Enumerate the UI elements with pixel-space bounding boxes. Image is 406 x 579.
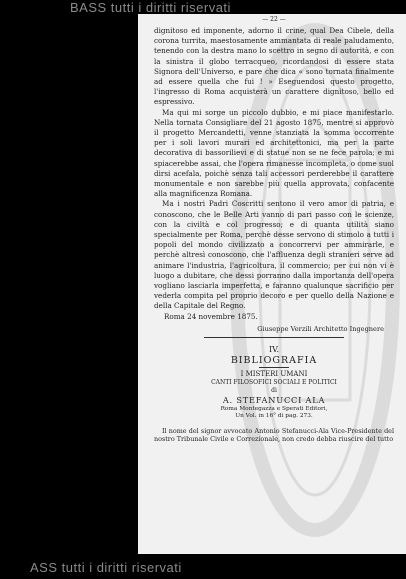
- publisher: Roma Montegazza e Sperati Editori,: [220, 405, 328, 412]
- divider: [259, 367, 289, 368]
- scan-dark-margin: [0, 0, 138, 579]
- paragraph: dignitoso ed imponente, adorno il crine, qual Dea Cibele, della corona turrita, maestosamente ammantata di reale paludamento, tenendo con la destra mano lo scettro in segno di autorità, e con la sinistra il globo terracqueo, ricordandosi di essere stata Signora dell'Universo, e pare che dica « sono tornata finalmente ad essere quella che fui ! » Eseguendosi questo progetto, l'ingresso di Roma acquisterà un carattere dignitoso, bello ed espressivo.: [154, 26, 394, 107]
- section-title: BIBLIOGRAFIA: [230, 354, 318, 366]
- watermark-bottom: ASS tutti i diritti riservati: [30, 560, 182, 575]
- divider: [204, 337, 344, 338]
- page-content: [154, 14, 394, 444]
- paragraph: Ma qui mi sorge un piccolo dubbio, e mi piace manifestarlo. Nella tornata Consigliare del 21 agosto 1875, mentre si approvò il progetto Mercandetti, venne stanziata la somma occorrente per i soli lavori murari ed architettonici, ma per la parte decorativa di bassorilievi e di statue non se ne fece parola; e mi spiacerebbe assai, che l'opera rimanesse incompleta, o come suol dirsi acefala, poichè senza tali accessori perderebbe il carattere monumentale e non sarebbe più quella approvata, confacente alla magnificenza Romana.: [154, 107, 394, 199]
- work-title: I MISTERI UMANI: [240, 369, 308, 378]
- page-number: — 22 —: [262, 16, 286, 23]
- work-subtitle: CANTI FILOSOFICI SOCIALI E POLITICI: [211, 378, 337, 386]
- watermark-top: BASS tutti i diritti riservati: [70, 0, 231, 15]
- paragraph: Ma i nostri Padri Coscritti sentono il vero amor di patria, e conoscono, che le Belle Arti vanno di pari passo con le scienze, con la civiltà e col progresso; e di quanta utilità siano specialmente per Roma, perchè desse servono di stimolo a tutti i popoli del mondo civilizzato a concorrervi per ammirarle, e perchè altresì conoscono, che l'affluenza degli stranieri serve ad animare l'industria, l'agricoltura, il commercio; per cui non vi è luogo a dubitare, che dessi porranno dalla importanza dell'opera vogliano lasciarla imperfetta, e faranno qualunque sacrificio per vederla compita pel proprio decoro e per quello della Nazione e della Capitale del Regno.: [154, 199, 394, 311]
- volume-details: Un Vol. in 16° di pag. 273.: [235, 413, 313, 420]
- author-name: A. STEFANUCCI ALA: [222, 394, 326, 405]
- review-text: Il nome del signor avvocato Antonio Stefanucci-Ala Vice-Presidente del nostro Tribunale Civile e Correzionale, non credo debba riuscire del tutto: [154, 426, 394, 444]
- section-number: IV.: [268, 344, 280, 354]
- signature: Giuseppe Verzili Architetto Ingegnere: [257, 324, 384, 333]
- by-line: di: [271, 386, 277, 394]
- dateline: Roma 24 novembre 1875.: [164, 311, 258, 321]
